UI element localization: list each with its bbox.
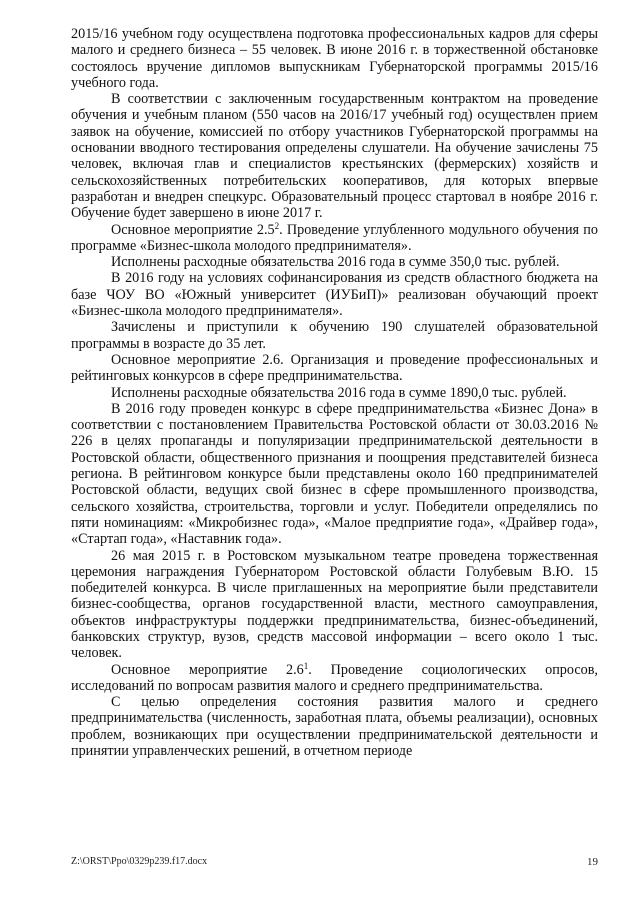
paragraph-2 (71, 222, 598, 255)
paragraph-8: В 2016 году проведен конкурс в сфере предпринимательства «Бизнес Дона» в соответствии с постановлением Правительства Ростовской области от 30.03.2016 № 226 в целях пропаганды и популяризации предпринимательской деятельности в Ростовской области, общественного признания и поощрения представителей бизнеса региона. В рейтинговом конкурсе были представлены около 160 предпринимателей Ростовской области, ведущих свой бизнес в сфере промышленного производства, сельского хозяйства, строительства, торговли и услуг. Победители определялись по пяти номинациям: «Микробизнес года», «Малое предприятие года», «Драйвер года», «Стартап года», «Наставник года». (71, 400, 598, 548)
paragraph-0: 2015/16 учебном году осуществлена подготовка профессиональных кадров для сферы малого и среднего бизнеса – 55 человек. В июне 2016 г. в торжественной обстановке состоялось вручение дипломов выпускникам Губернаторской программы 2015/16 учебного года. (71, 26, 598, 91)
document-body (71, 26, 598, 759)
footnote-ref-2: 2 (274, 220, 280, 231)
paragraph-1: В соответствии с заключенным государственным контрактом на проведение обучения и учебным планом (550 часов на 2016/17 учебный год) осуществлен прием заявок на обучение, комиссией по отбору участников Губернаторской программы на основании вводного тестирования определены слушатели. На обучение зачислены 75 человек, включая глав и специалистов крестьянских (фермерских) хозяйств и сельскохозяйственных потребительских кооперативов, для которых впервые разработан и внедрен спецкурс. Образовательный процесс стартовал в ноябре 2016 г. Обучение будет завершено в июне 2017 г. (71, 91, 598, 222)
paragraph-2-start: Основное мероприятие 2.5 (111, 221, 275, 238)
paragraph-2-end: . Проведение углубленного модульного обучения по программе «Бизнес-школа молодого предпринимателя». (71, 221, 598, 254)
paragraph-10-start: Основное мероприятие 2.6 (111, 661, 304, 678)
page-footer (71, 856, 598, 870)
paragraph-10 (71, 662, 598, 695)
page-number: 19 (587, 856, 598, 868)
paragraph-6: Основное мероприятие 2.6. Организация и проведение профессиональных и рейтинговых конкурсов в сфере предпринимательства. (71, 351, 598, 385)
paragraph-7: Исполнены расходные обязательства 2016 года в сумме 1890,0 тыс. рублей. (111, 384, 567, 401)
footnote-ref-1: 1 (303, 660, 309, 671)
paragraph-5: Зачислены и приступили к обучению 190 слушателей образовательной программы в возрасте до 35 лет. (71, 319, 598, 352)
file-path: Z:\ORST\Ppo\0329p239.f17.docx (71, 856, 208, 867)
paragraph-4: В 2016 году на условиях софинансирования из средств областного бюджета на базе ЧОУ ВО «Южный университет (ИУБиП)» реализован обучающий проект «Бизнес-школа молодого предпринимателя». (71, 270, 598, 320)
paragraph-9: 26 мая 2015 г. в Ростовском музыкальном театре проведена торжественная церемония награждения Губернатором Ростовской области Голубевым В.Ю. 15 победителей конкурса. В числе приглашенных на мероприятие были представители бизнес-сообщества, органов государственной власти, местного самоуправления, объектов инфраструктуры поддержки предпринимательства, бизнес-объединений, банковских структур, вузов, средств массовой информации – всего около 1 тыс. человек. (71, 547, 598, 662)
paragraph-10-end: . Проведение социологических опросов, исследований по вопросам развития малого и среднего предпринимательства. (71, 661, 598, 694)
paragraph-11: С целью определения состояния развития малого и среднего предпринимательства (численность, заработная плата, объемы реализации), основных проблем, возникающих при осуществлении предпринимательской деятельности и принятии управленческих решений, в отчетном периоде (71, 694, 598, 760)
paragraph-3: Исполнены расходные обязательства 2016 года в сумме 350,0 тыс. рублей. (111, 254, 560, 271)
